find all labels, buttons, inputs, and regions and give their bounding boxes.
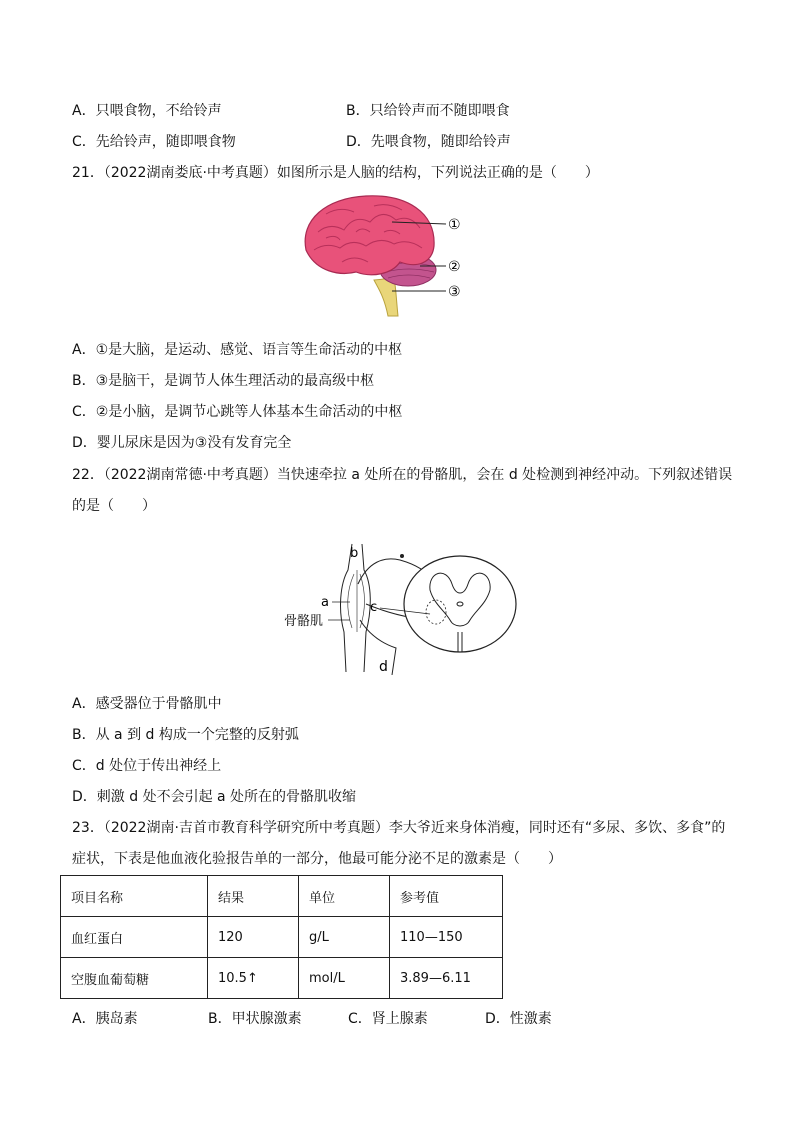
label-c: c [370,600,378,615]
q22-option-d: D．刺激 d 处不会引起 a 处所在的骨骼肌收缩 [72,789,357,805]
cerebrum-shape [305,196,434,275]
label-1: ① [448,217,461,233]
table-cell: 血红蛋白 [61,917,208,958]
brain-figure [296,192,476,321]
q20-option-c: C．先给铃声，随即喂食物 [72,134,236,150]
label-3: ③ [448,284,461,300]
q21-stem: 21．（2022湖南娄底·中考真题）如图所示是人脑的结构，下列说法正确的是（ ） [72,165,599,181]
q23-option-b: B．甲状腺激素 [208,1011,302,1027]
lab-report-table [60,875,503,999]
table-cell: 10.5↑ [208,958,299,999]
q20-option-d: D．先喂食物，随即给铃声 [346,134,511,150]
table-cell: 110—150 [390,917,503,958]
table-row [61,958,503,999]
label-muscle: 骨骼肌 [284,614,324,629]
q23-option-a: A．胰岛素 [72,1011,138,1027]
q22-option-a: A．感受器位于骨骼肌中 [72,696,222,712]
reflex-arc-figure [280,540,530,679]
table-cell: 3.89—6.11 [390,958,503,999]
table-cell: 120 [208,917,299,958]
table-cell: g/L [299,917,390,958]
table-header: 单位 [299,876,390,917]
table-header-row [61,876,503,917]
q22-option-c: C．d 处位于传出神经上 [72,758,222,774]
table-row [61,917,503,958]
q21-option-b: B．③是脑干，是调节人体生理活动的最高级中枢 [72,373,375,389]
q22-stem-line1: 22．（2022湖南常德·中考真题）当快速牵拉 a 处所在的骨骼肌，会在 d 处检测到神经冲动。下列叙述错误 [72,467,733,483]
q23-option-d: D．性激素 [485,1011,552,1027]
q20-option-b: B．只给铃声而不随即喂食 [346,103,510,119]
table-cell: mol/L [299,958,390,999]
q20-option-a: A．只喂食物，不给铃声 [72,103,222,119]
table-header: 项目名称 [61,876,208,917]
q21-option-d: D．婴儿尿床是因为③没有发育完全 [72,435,292,451]
label-b: b [350,546,359,561]
q22-option-b: B．从 a 到 d 构成一个完整的反射弧 [72,727,299,743]
label-a: a [321,595,329,610]
table-header: 结果 [208,876,299,917]
q23-stem-line2: 症状，下表是他血液化验报告单的一部分，他最可能分泌不足的激素是（ ） [72,851,562,867]
table-header: 参考值 [390,876,503,917]
q23-option-c: C．肾上腺素 [348,1011,428,1027]
table-cell: 空腹血葡萄糖 [61,958,208,999]
q22-stem-line2: 的是（ ） [72,498,156,514]
q21-option-a: A．①是大脑，是运动、感觉、语言等生命活动的中枢 [72,342,403,358]
label-2: ② [448,259,461,275]
q23-stem-line1: 23．（2022湖南·吉首市教育科学研究所中考真题）李大爷近来身体消瘦，同时还有“多尿、多饮、多食”的 [72,820,726,836]
q21-option-c: C．②是小脑，是调节心跳等人体基本生命活动的中枢 [72,404,403,420]
label-d: d [379,659,388,675]
